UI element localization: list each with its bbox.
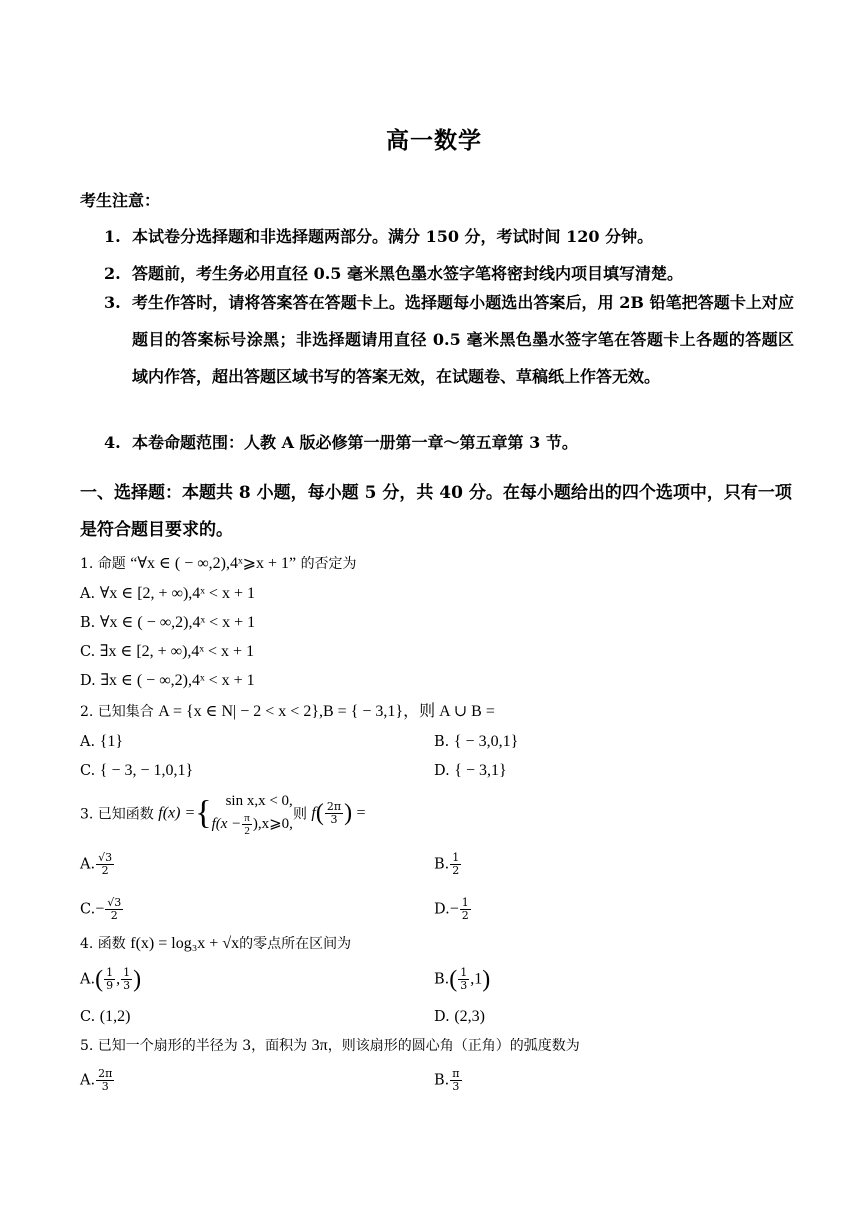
- question-2: [80, 701, 495, 723]
- fraction: [104, 967, 115, 992]
- option-b: [434, 852, 462, 877]
- option-label: B.: [80, 615, 96, 631]
- fraction: [242, 812, 252, 837]
- question-suffix: 的零点所在区间为: [239, 936, 352, 952]
- fraction-denominator: 9: [106, 979, 114, 992]
- fraction-denominator: 2: [461, 909, 469, 922]
- question-5: [80, 1035, 580, 1057]
- piece-1: sin x,x < 0,: [225, 793, 293, 809]
- fraction: [121, 967, 132, 992]
- section-heading: 一、选择题：本题共 8 小题，每小题 5 分，共 40 分。在每小题给出的四个选项中，只有一项是符合题目要求的。: [80, 483, 792, 540]
- fraction: [325, 801, 343, 826]
- fraction: [460, 897, 471, 922]
- option-b: [80, 612, 255, 634]
- option-d: [434, 897, 472, 922]
- option-a: [80, 583, 255, 605]
- option-b: [434, 967, 490, 992]
- option-d: [434, 1006, 485, 1028]
- option-a: [80, 1068, 115, 1093]
- fraction-numerator: π: [244, 812, 250, 824]
- option-formula: (2,3): [454, 1008, 485, 1025]
- question-1: [80, 553, 357, 575]
- piecewise-definition: [212, 790, 293, 837]
- option-formula: { − 3,0,1}: [453, 733, 519, 750]
- option-label: B.: [434, 734, 450, 750]
- fraction-denominator: 3: [452, 1080, 460, 1093]
- fraction-numerator: 1: [106, 966, 114, 979]
- question-prefix: 1. 命题: [80, 556, 126, 572]
- fraction-denominator: 2: [101, 864, 109, 877]
- option-label: A.: [80, 586, 96, 602]
- fraction-numerator: √3: [98, 851, 113, 864]
- question-text-2: ，则该扇形的圆心角（正角）的弧度数为: [327, 1038, 580, 1054]
- question-suffix: 的否定为: [300, 556, 357, 572]
- option-a: [80, 731, 123, 753]
- question-prefix: 3. 已知函数: [80, 806, 154, 823]
- option-formula: { − 3,1}: [454, 762, 507, 779]
- option-label: B.: [434, 1072, 450, 1089]
- question-prefix: 2. 已知集合: [80, 704, 154, 720]
- fraction: [96, 852, 114, 877]
- notice-item-text: 本卷命题范围：人教 A 版必修第一册第一章～第五章第 3 节。: [132, 433, 578, 452]
- question-text: 5. 已知一个扇形的半径为 3，面积为: [80, 1038, 308, 1054]
- option-formula: ∀x ∈ ( − ∞,2),4ˣ < x + 1: [99, 614, 256, 631]
- fraction-denominator: 3: [330, 813, 338, 826]
- option-label: C.: [80, 763, 96, 779]
- option-label: B.: [434, 971, 450, 988]
- fraction-numerator: √3: [107, 896, 122, 909]
- option-c: [80, 641, 254, 663]
- option-label: C.: [80, 1009, 96, 1025]
- question-formula: A = {x ∈ N| − 2 < x < 2},B = { − 3,1}: [158, 703, 404, 720]
- paren-open: (: [315, 800, 324, 826]
- option-label: A.: [80, 856, 96, 873]
- option-c: [80, 897, 124, 922]
- option-formula: ∃x ∈ [2, + ∞),4ˣ < x + 1: [99, 643, 255, 660]
- paren-close: ): [344, 800, 353, 826]
- fraction: [96, 1068, 114, 1093]
- option-sign: −: [449, 900, 459, 918]
- fraction-denominator: 3: [101, 1080, 109, 1093]
- function-name: f(x) =: [158, 804, 196, 822]
- fraction-numerator: π: [452, 1067, 460, 1080]
- notice-item-text: 考生作答时，请将答案答在答题卡上。选择题每小题选出答案后，用 2B 铅笔把答题卡上对应题目的答案标号涂黑；非选择题请用直径 0.5 毫米黑色墨水签字笔在答题卡上各题的答题区域内作答，超出答题区域书写的答案无效，在试题卷、草稿纸上作答无效。: [132, 293, 794, 386]
- fraction-denominator: 2: [244, 825, 250, 837]
- question-4: [80, 933, 351, 955]
- notice-item-number: 2.: [104, 264, 121, 283]
- option-label: A.: [80, 1072, 96, 1089]
- fraction-numerator: 1: [452, 851, 460, 864]
- question-3: [80, 790, 366, 837]
- option-label: C.: [80, 901, 96, 918]
- option-formula: ∃x ∈ ( − ∞,2),4ˣ < x + 1: [100, 672, 255, 689]
- fraction-numerator: 1: [123, 966, 131, 979]
- fraction-numerator: 2π: [326, 800, 342, 813]
- notice-item-number: 3.: [104, 293, 121, 312]
- option-a: [80, 852, 115, 877]
- option-d: [80, 670, 255, 692]
- fraction-numerator: 2π: [98, 1067, 113, 1080]
- page-title: 高一数学: [386, 127, 482, 154]
- paren-close: ): [482, 966, 491, 993]
- paren-open: (: [449, 966, 458, 993]
- option-d: [434, 760, 507, 782]
- fraction-denominator: 3: [460, 979, 468, 992]
- equals-sign: =: [356, 804, 366, 822]
- notice-item-number: 1.: [104, 227, 121, 246]
- question-formula: 3π: [311, 1037, 328, 1054]
- question-formula: “∀x ∈ ( − ∞,2),4ˣ⩾x + 1”: [130, 555, 297, 572]
- paren-open: (: [95, 966, 104, 993]
- question-prefix: 4. 函数: [80, 936, 126, 952]
- function-symbol: f: [311, 804, 316, 822]
- option-b: [434, 731, 518, 753]
- notice-heading: 考生注意：: [80, 191, 161, 210]
- option-formula: ∀x ∈ [2, + ∞),4ˣ < x + 1: [99, 585, 255, 602]
- notice-item: [104, 218, 794, 255]
- option-label: D.: [80, 673, 96, 689]
- piece-2: [212, 812, 293, 837]
- brace: {: [195, 794, 212, 832]
- question-suffix: ，则 A ∪ B =: [403, 703, 495, 720]
- notice-item: [104, 424, 794, 461]
- fraction: [105, 897, 123, 922]
- comma: ,: [116, 970, 121, 988]
- option-label: B.: [434, 856, 450, 873]
- notice-item-number: 4.: [104, 433, 121, 452]
- option-label: D.: [434, 763, 450, 779]
- fraction: [450, 852, 461, 877]
- option-c: [80, 760, 193, 782]
- fraction: [458, 967, 469, 992]
- option-formula: {1}: [99, 733, 124, 750]
- question-formula: f(x) = log₃x + √x: [130, 935, 240, 952]
- fraction-denominator: 3: [123, 979, 131, 992]
- fraction: [450, 1068, 461, 1093]
- option-b: [434, 1068, 463, 1093]
- notice-item-text: 答题前，考生务必用直径 0.5 毫米黑色墨水签字笔将密封线内项目填写清楚。: [132, 264, 683, 283]
- option-label: D.: [434, 1009, 450, 1025]
- option-formula: { − 3, − 1,0,1}: [99, 762, 194, 779]
- notice-item: [104, 284, 794, 395]
- piece-2-tail: ),x⩾0,: [252, 815, 293, 832]
- piece-2-head: f(x −: [211, 815, 242, 832]
- notice-item-text: 本试卷分选择题和非选择题两部分。满分 150 分，考试时间 120 分钟。: [132, 227, 654, 246]
- fraction-numerator: 1: [460, 966, 468, 979]
- option-label: D.: [434, 901, 450, 918]
- option-formula: (1,2): [99, 1008, 131, 1025]
- option-label: A.: [80, 734, 96, 750]
- fraction-numerator: 1: [461, 896, 469, 909]
- fraction-denominator: 2: [452, 864, 460, 877]
- fraction-denominator: 2: [110, 909, 118, 922]
- option-label: A.: [80, 971, 96, 988]
- option-sign: −: [95, 900, 105, 918]
- option-label: C.: [80, 644, 96, 660]
- option-c: [80, 1006, 130, 1028]
- option-tail: ,1: [470, 970, 483, 988]
- option-a: [80, 967, 141, 992]
- question-mid: 则: [292, 806, 307, 823]
- paren-close: ): [133, 966, 142, 993]
